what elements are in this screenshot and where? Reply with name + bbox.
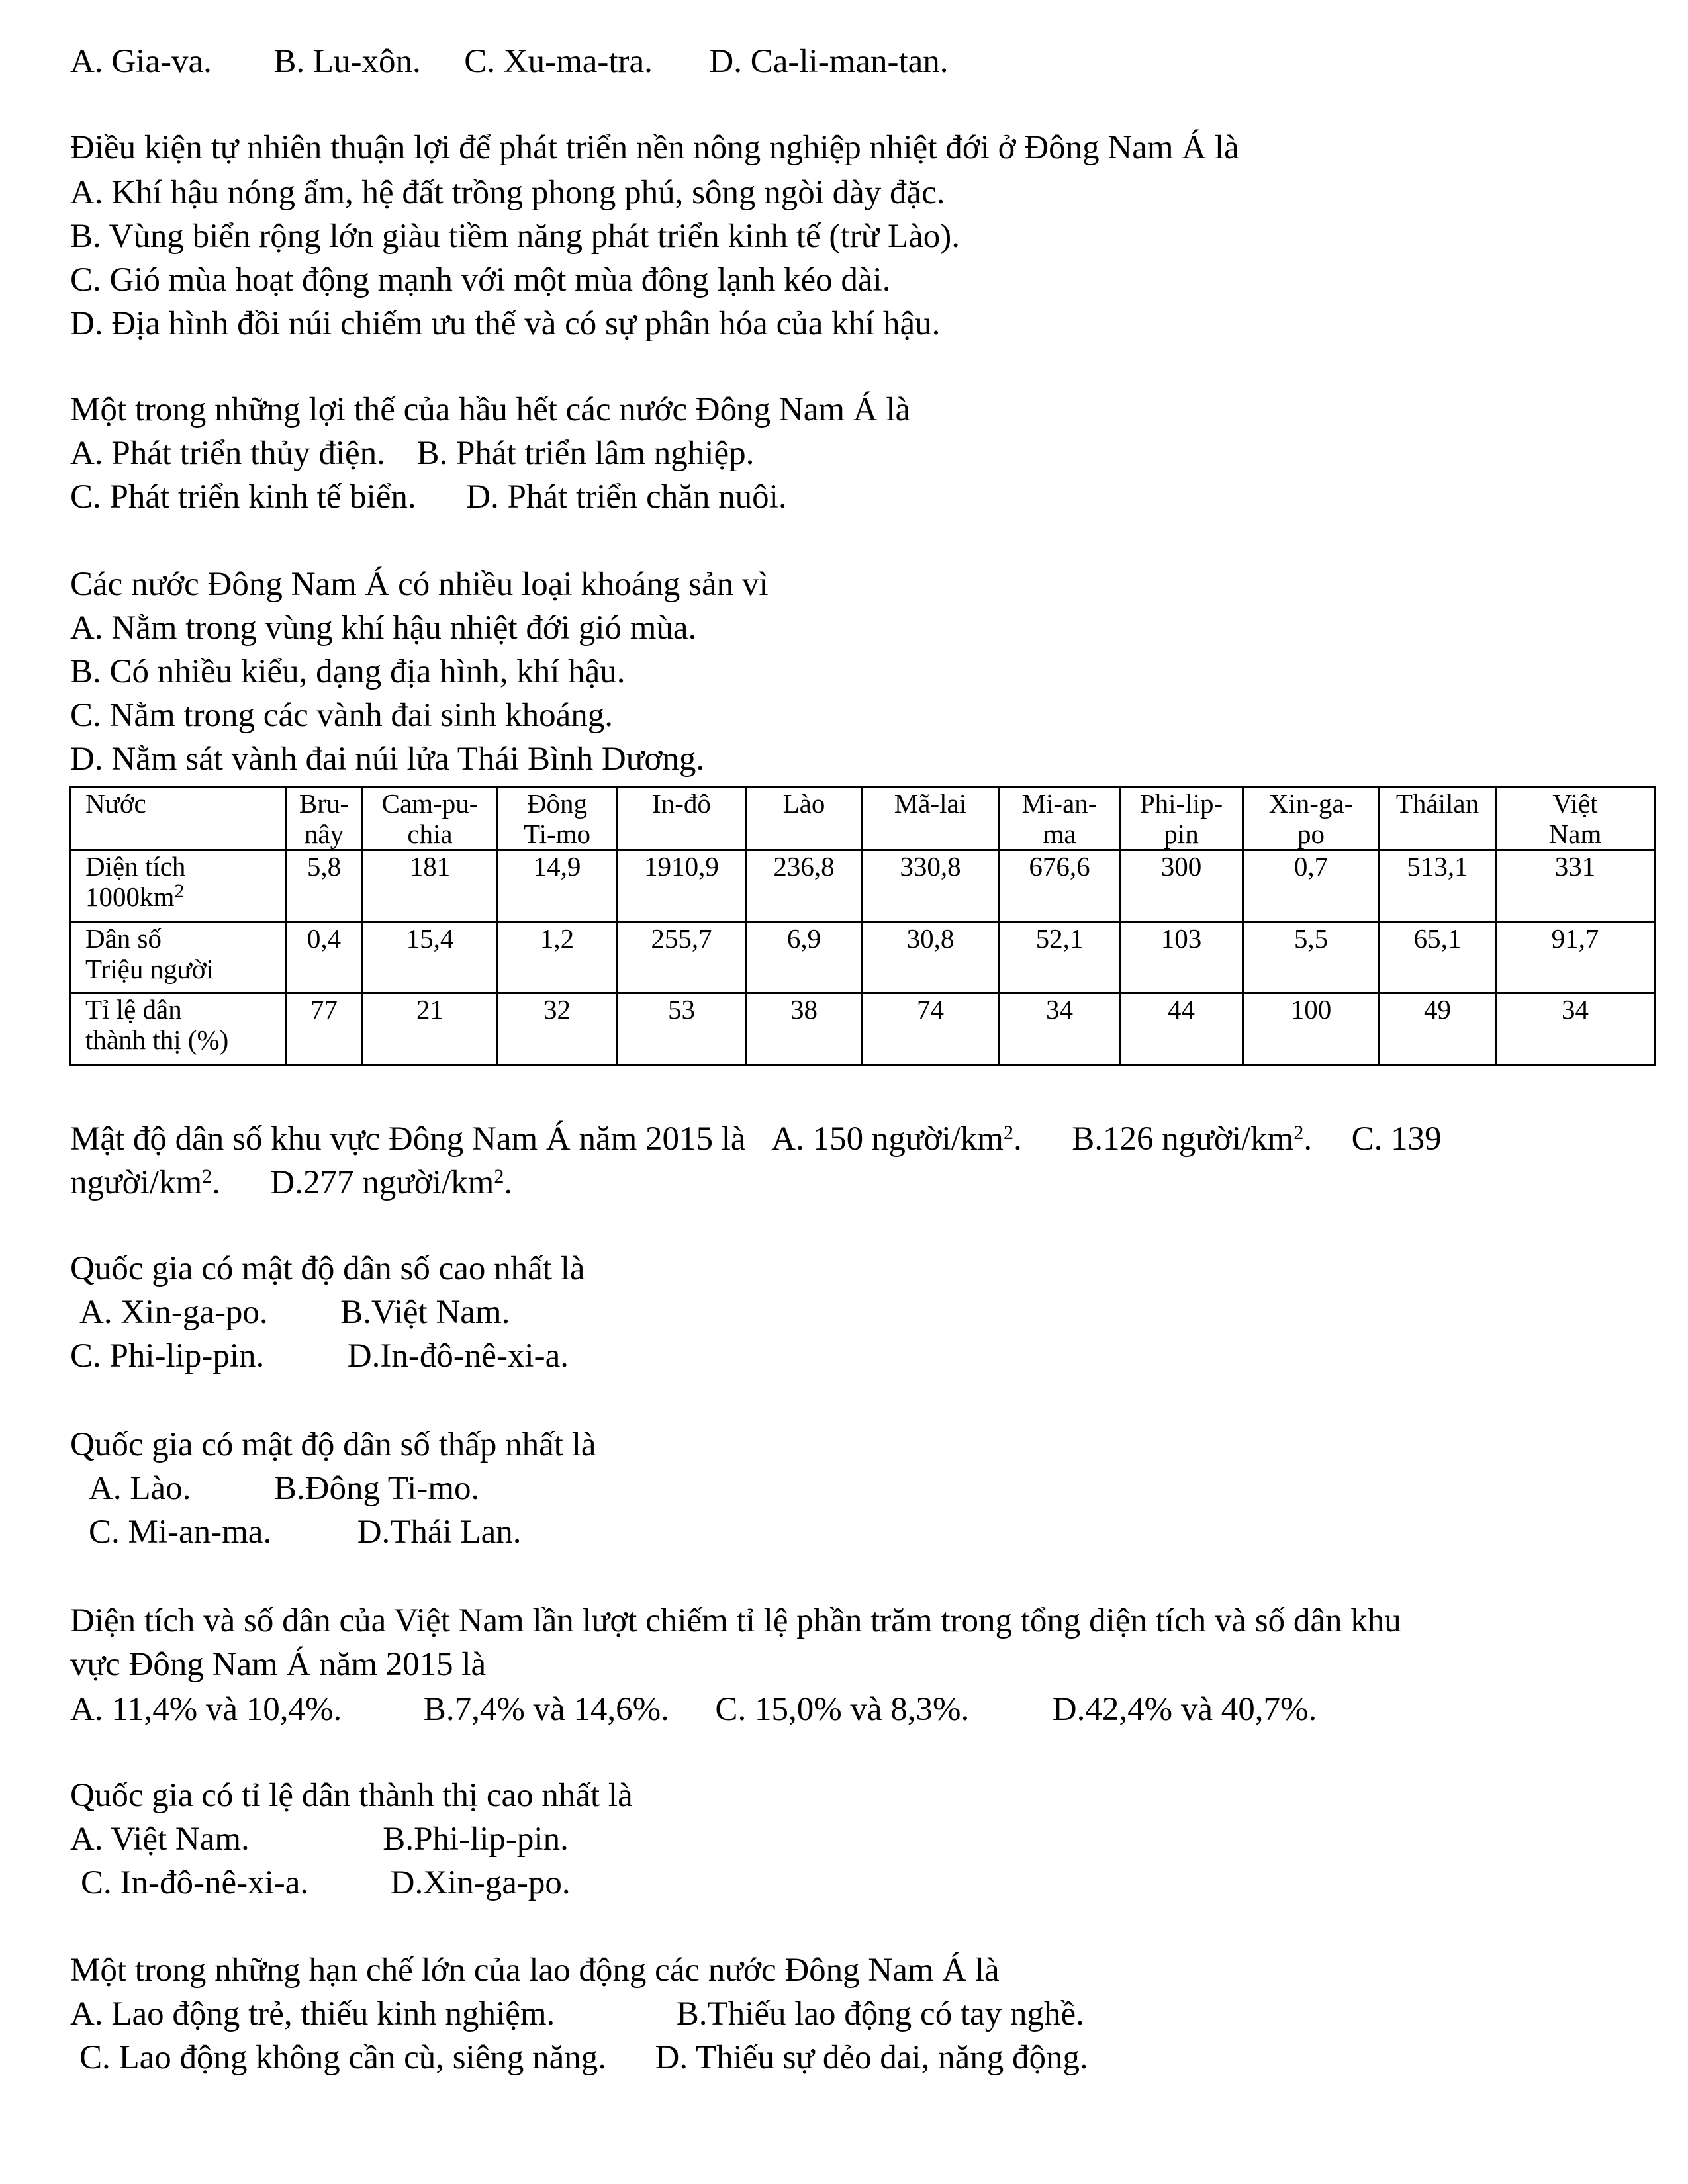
q10-options-line-2 [79,2036,1088,2079]
q3-options-line-2 [70,475,787,519]
table-cell: 34 [1496,993,1655,1066]
q3-option-b: B. Phát triển lâm nghiệp. [416,435,755,472]
row-label-area: Diện tích $1000km^2$ [70,850,286,923]
q8-option-b: B.7,4% và 14,6%. [423,1691,669,1728]
q8-option-d: D.42,4% và 40,7%. [1052,1691,1317,1728]
q1-option-b: B. Lu-xôn. [273,43,421,80]
q2-option-b: B. Vùng biển rộng lớn giàu tiềm năng phát triển kinh tế (trừ Lào). [70,218,960,255]
table-cell: 1,2 [498,923,617,993]
q4-option-a: A. Nằm trong vùng khí hậu nhiệt đới gió mùa. [70,610,697,647]
table-cell: 331 [1496,850,1655,923]
q7-options-line-1 [89,1467,479,1510]
table-cell: 255,7 [617,923,747,993]
table-cell: 676,6 [1000,850,1120,923]
header-thailand: Tháilan [1380,788,1496,850]
table-cell: 34 [1000,993,1120,1066]
header-vietnam: Việt Nam [1496,788,1655,850]
table-cell: 1910,9 [617,850,747,923]
header-laos: Lào [747,788,862,850]
table-cell: 14,9 [498,850,617,923]
table-row-area [70,850,1655,923]
q8-option-a: A. 11,4% và 10,4%. [70,1691,342,1728]
table-cell: 21 [363,993,498,1066]
q3-question: Một trong những lợi thế của hầu hết các nước Đông Nam Á là [70,391,911,428]
row-label-urban: Tỉ lệ dân thành thị (%) [70,993,286,1066]
q4-option-b: B. Có nhiều kiểu, dạng địa hình, khí hậu. [70,653,626,690]
q7-options-line-2 [89,1510,522,1554]
q6-options-line-2 [70,1334,569,1378]
row-label-population: Dân số Triệu người [70,923,286,993]
q3-option-a: A. Phát triển thủy điện. [70,435,385,472]
table-cell: 103 [1120,923,1243,993]
q4-option-c: C. Nằm trong các vành đai sinh khoáng. [70,697,614,734]
q9-option-a: A. Việt Nam. [70,1821,250,1858]
table-header-row [70,788,1655,850]
q10-question: Một trong những hạn chế lớn của lao động các nước Đông Nam Á là [70,1952,1000,1989]
q8-question-line-2: vực Đông Nam Á năm 2015 là [70,1646,487,1683]
table-cell: 236,8 [747,850,862,923]
header-singapore: Xin-ga- po [1243,788,1380,850]
q2-option-d: D. Địa hình đồi núi chiếm ưu thế và có sự phân hóa của khí hậu. [70,305,941,342]
table-cell: 181 [363,850,498,923]
q5-line-2 [70,1161,512,1205]
header-cambodia: Cam-pu- chia [363,788,498,850]
q10-option-d: D. Thiếu sự dẻo dai, năng động. [655,2039,1088,2076]
table-cell: 0,4 [286,923,363,993]
q6-question: Quốc gia có mật độ dân số cao nhất là [70,1250,585,1287]
q8-option-c: C. 15,0% và 8,3%. [715,1691,970,1728]
q4-question: Các nước Đông Nam Á có nhiều loại khoáng sản vì [70,566,769,603]
q3-options-line-1 [70,432,754,475]
q10-option-b: B.Thiếu lao động có tay nghề. [676,1995,1084,2032]
table-header-label: Nước [70,788,286,850]
table-cell: 52,1 [1000,923,1120,993]
q7-question: Quốc gia có mật độ dân số thấp nhất là [70,1426,596,1463]
q9-question: Quốc gia có tỉ lệ dân thành thị cao nhất là [70,1777,633,1814]
header-malaysia: Mã-lai [862,788,1000,850]
q3-option-d: D. Phát triển chăn nuôi. [466,478,787,516]
header-philippines: Phi-lip- pin [1120,788,1243,850]
q4-option-d: D. Nằm sát vành đai núi lửa Thái Bình Dương. [70,741,705,778]
q5-option-c: C. 139 [1351,1120,1442,1158]
q9-options-line-2 [81,1861,571,1905]
q5-line-1 [70,1117,1442,1161]
q2-option-a: A. Khí hậu nóng ẩm, hệ đất trồng phong phú, sông ngòi dày đặc. [70,174,945,211]
table-cell: 32 [498,993,617,1066]
q6-options-line-1 [79,1291,510,1334]
table-cell: 300 [1120,850,1243,923]
country-data-table [69,786,1656,1066]
table-cell: 513,1 [1380,850,1496,923]
q5-question: Mật độ dân số khu vực Đông Nam Á năm 2015 là [70,1120,746,1158]
header-timor: Đông Ti-mo [498,788,617,850]
table-cell: 49 [1380,993,1496,1066]
table-cell: 38 [747,993,862,1066]
q5-option-b: B.126 người/$km^2$. [1072,1120,1313,1158]
table-cell: 30,8 [862,923,1000,993]
q9-option-c: C. In-đô-nê-xi-a. [81,1864,309,1901]
q1-option-d: D. Ca-li-man-tan. [709,43,949,80]
table-cell: 330,8 [862,850,1000,923]
q7-option-c: C. Mi-an-ma. [89,1514,272,1551]
table-cell: 65,1 [1380,923,1496,993]
q9-options-line-1 [70,1817,569,1861]
q1-option-a: A. Gia-va. [70,43,212,80]
q10-option-a: A. Lao động trẻ, thiếu kinh nghiệm. [70,1995,555,2032]
table-cell: 0,7 [1243,850,1380,923]
header-myanmar: Mi-an- ma [1000,788,1120,850]
table-row-population [70,923,1655,993]
q6-option-a: A. Xin-ga-po. [79,1294,268,1331]
q1-options-line [70,40,949,83]
q5-option-a: A. 150 người/$km^2$. [771,1120,1022,1158]
q2-option-c: C. Gió mùa hoạt động mạnh với một mùa đông lạnh kéo dài. [70,261,891,298]
table-cell: 53 [617,993,747,1066]
q6-option-d: D.In-đô-nê-xi-a. [347,1338,569,1375]
q1-option-c: C. Xu-ma-tra. [464,43,653,80]
q5-option-c-unit: người/$km^2$. [70,1164,220,1201]
table-cell: 5,5 [1243,923,1380,993]
q8-question-line-1: Diện tích và số dân của Việt Nam lần lượt chiếm tỉ lệ phần trăm trong tổng diện tích và số dân khu [70,1602,1401,1639]
table-cell: 91,7 [1496,923,1655,993]
q6-option-b: B.Việt Nam. [340,1294,510,1331]
q7-option-d: D.Thái Lan. [357,1514,522,1551]
table-cell: 6,9 [747,923,862,993]
q10-option-c: C. Lao động không cần cù, siêng năng. [79,2039,607,2076]
table-cell: 15,4 [363,923,498,993]
q9-option-b: B.Phi-lip-pin. [383,1821,569,1858]
q6-option-c: C. Phi-lip-pin. [70,1338,265,1375]
q7-option-b: B.Đông Ti-mo. [273,1470,480,1507]
q7-option-a: A. Lào. [89,1470,191,1507]
table-cell: 100 [1243,993,1380,1066]
q9-option-d: D.Xin-ga-po. [390,1864,571,1901]
q5-option-d: D.277 người/$km^2$. [270,1164,513,1201]
q8-options-line [70,1688,1317,1731]
header-brunei: Bru- nây [286,788,363,850]
table-row-urban [70,993,1655,1066]
table-cell: 77 [286,993,363,1066]
header-indonesia: In-đô [617,788,747,850]
table-cell: 74 [862,993,1000,1066]
table-cell: 44 [1120,993,1243,1066]
q2-question: Điều kiện tự nhiên thuận lợi để phát triển nền nông nghiệp nhiệt đới ở Đông Nam Á là [70,129,1239,166]
q10-options-line-1 [70,1992,1084,2036]
table-cell: 5,8 [286,850,363,923]
q3-option-c: C. Phát triển kinh tế biển. [70,478,416,516]
